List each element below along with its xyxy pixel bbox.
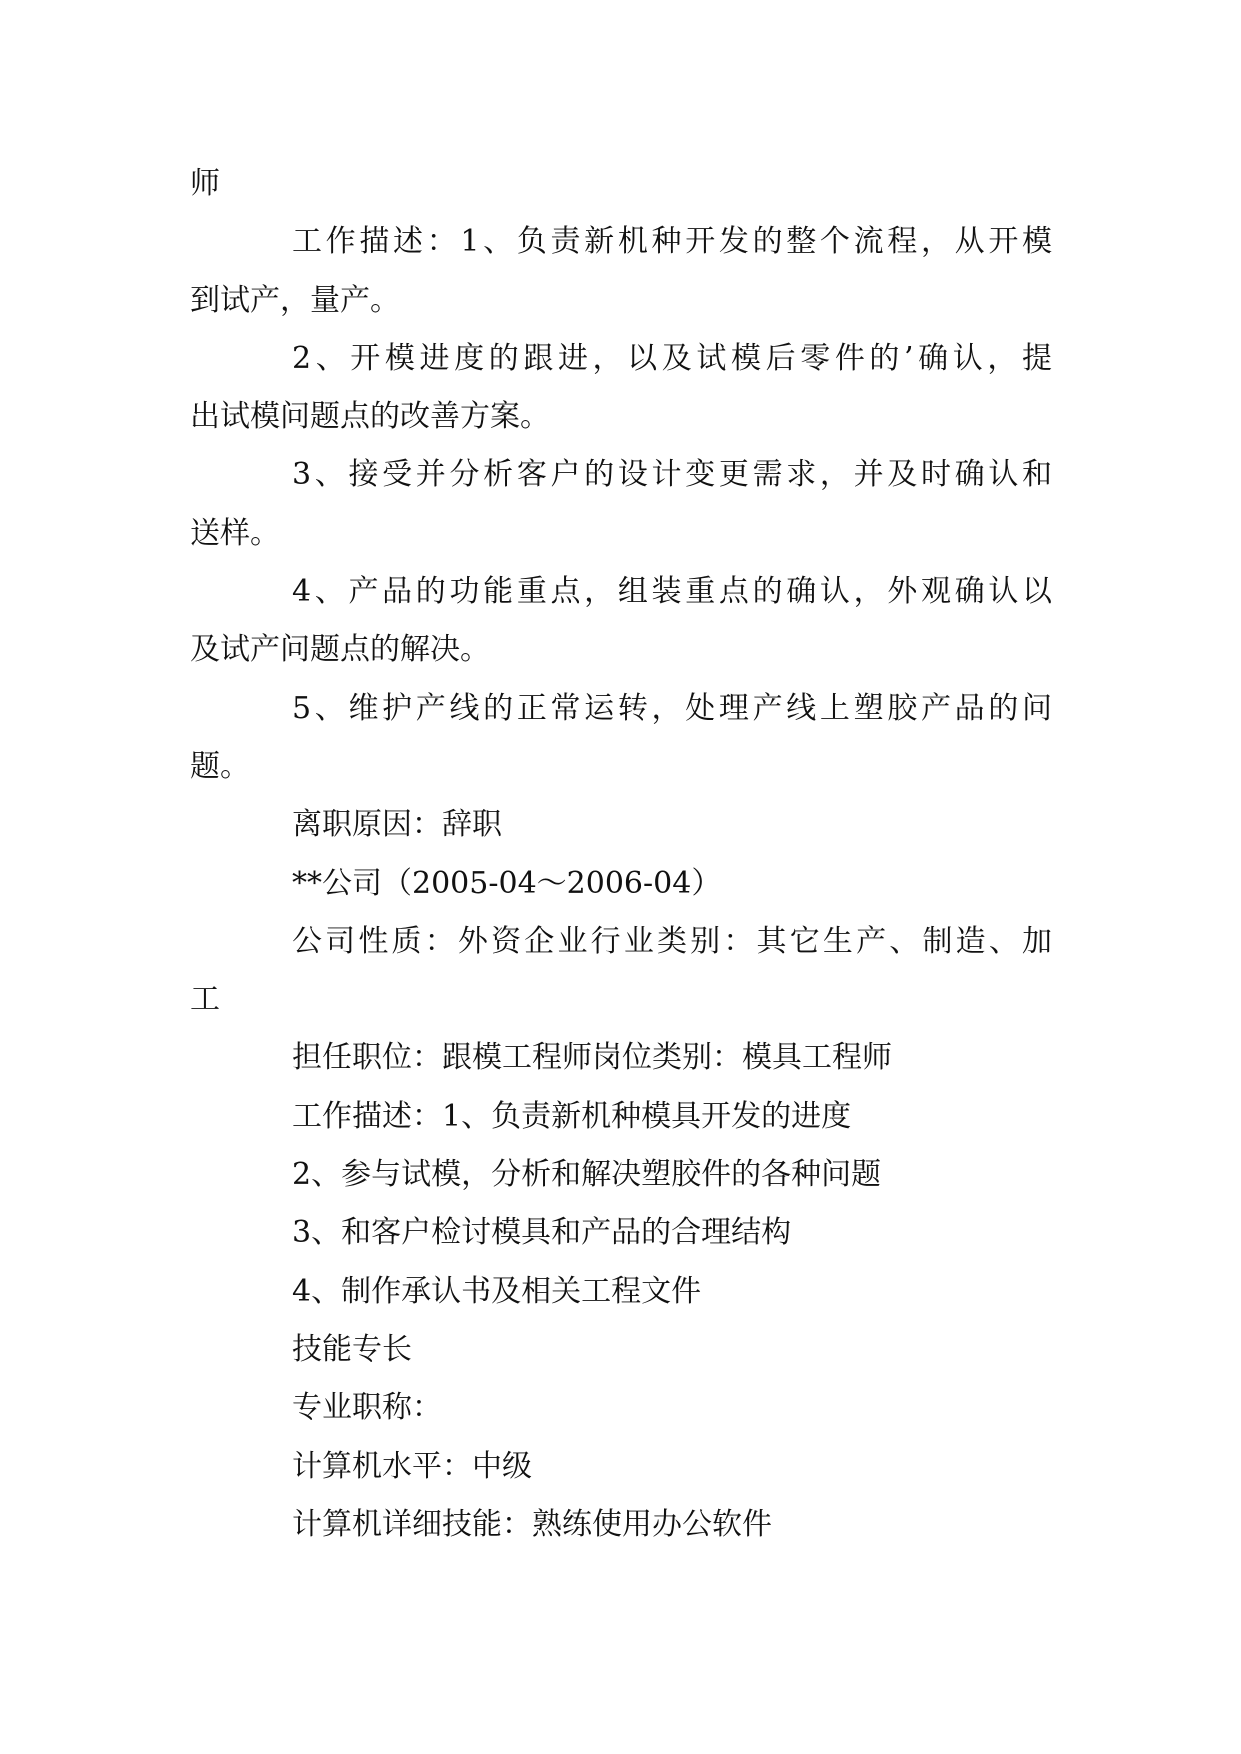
job-description-paragraph — [190, 446, 1052, 563]
job-description-line: 2、参与试模，分析和解决塑胶件的各种问题 — [292, 1157, 882, 1193]
text-line: 2、开模进度的跟进，以及试模后零件的’确认，提 — [292, 340, 1052, 376]
computer-skills: 计算机详细技能：熟练使用办公软件 — [292, 1506, 772, 1542]
text-line: 公司性质：外资企业行业类别：其它生产、制造、加 — [292, 923, 1052, 959]
company-period: **公司（2005-04～2006-04） — [292, 865, 722, 901]
leaving-reason: 离职原因：辞职 — [292, 807, 502, 843]
text-line-continuation — [190, 155, 1052, 213]
job-description-line: 工作描述：1、负责新机种模具开发的进度 — [292, 1098, 852, 1134]
text-line: 工 — [190, 982, 220, 1018]
computer-level: 计算机水平：中级 — [292, 1448, 532, 1484]
text-line: 及试产问题点的解决。 — [190, 632, 490, 668]
job-description-paragraph — [190, 563, 1052, 680]
text-line: 4、产品的功能重点，组装重点的确认，外观确认以 — [292, 574, 1052, 610]
text-line: 出试模问题点的改善方案。 — [190, 399, 550, 435]
job-description-line: 3、和客户检讨模具和产品的合理结构 — [292, 1215, 792, 1251]
company-nature-paragraph — [190, 913, 1052, 1030]
professional-title: 专业职称： — [292, 1390, 442, 1426]
text-line: 师 — [190, 166, 220, 201]
job-description-paragraph — [190, 680, 1052, 797]
resume-text-body — [190, 155, 1052, 1554]
job-description-paragraph — [190, 213, 1052, 330]
position-info: 担任职位：跟模工程师岗位类别：模具工程师 — [292, 1040, 892, 1076]
text-line: 5、维护产线的正常运转，处理产线上塑胶产品的问 — [292, 690, 1052, 726]
skills-heading: 技能专长 — [292, 1331, 412, 1367]
text-line: 工作描述：1、负责新机种开发的整个流程，从开模 — [292, 224, 1052, 260]
text-line: 3、接受并分析客户的设计变更需求，并及时确认和 — [292, 457, 1052, 493]
job-description-paragraph — [190, 330, 1052, 447]
text-line: 送样。 — [190, 515, 280, 551]
text-line: 题。 — [190, 748, 250, 784]
job-description-line: 4、制作承认书及相关工程文件 — [292, 1273, 702, 1309]
text-line: 到试产，量产。 — [190, 282, 400, 318]
